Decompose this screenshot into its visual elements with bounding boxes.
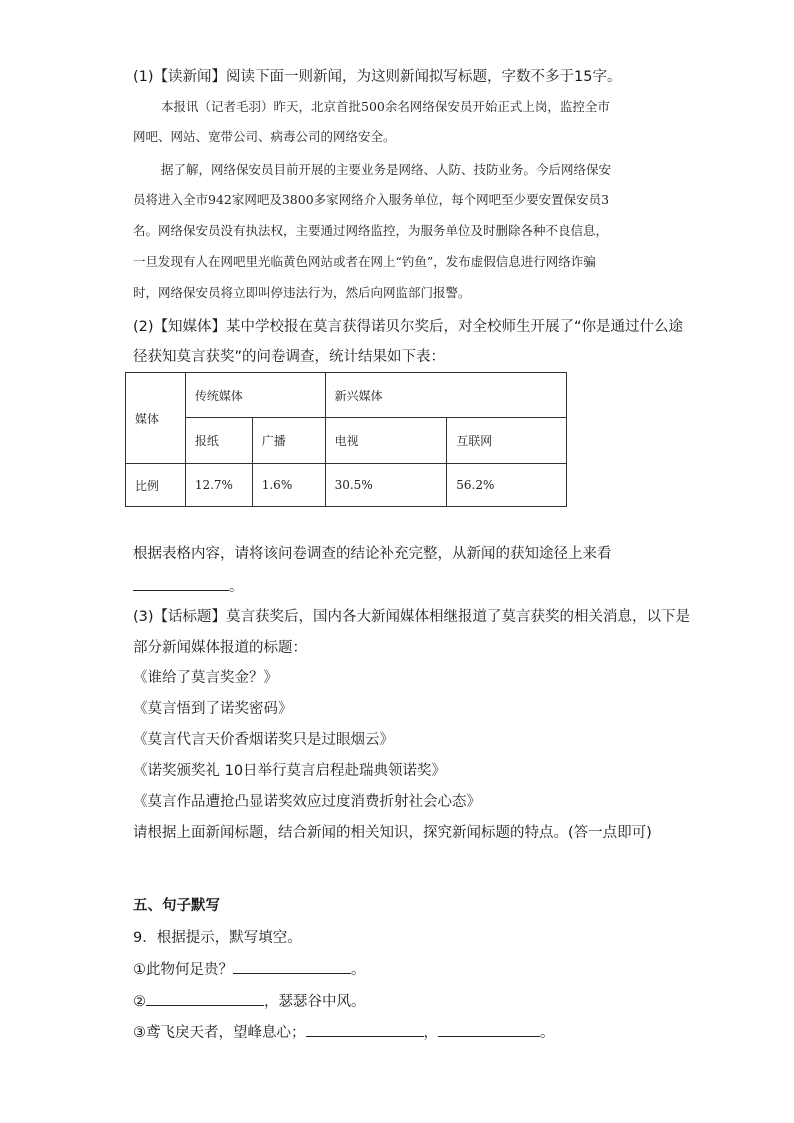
- recite-item-1: [133, 959, 366, 980]
- news-title-item: 《谁给了莫言奖金？》: [133, 670, 278, 686]
- q2-answer-line: [133, 576, 244, 597]
- q2-prompt-line-2: 径获知莫言获奖”的问卷调查，统计结果如下表：: [133, 349, 446, 365]
- news-line-7: 时，网络保安员将立即叫停违法行为，然后向网监部门报警。: [133, 285, 471, 300]
- news-line-5: 名。网络保安员没有执法权，主要通过网络监控，为服务单位及时删除各种不良信息，: [133, 223, 609, 238]
- survey-table: [125, 372, 567, 507]
- recite-item-1-end: 。: [351, 962, 366, 978]
- table-header-media: 媒体: [126, 373, 186, 464]
- news-line-3: 据了解，网络保安员目前开展的主要业务是网络、人防、技防业务。今后网络保安: [161, 162, 612, 177]
- table-group-new: 新兴媒体: [325, 373, 566, 418]
- answer-blank[interactable]: [438, 1022, 540, 1037]
- news-line-1: 本报讯（记者毛羽）昨天，北京首批500余名网络保安员开始正式上岗，监控全市: [161, 99, 610, 114]
- q9-prompt: 9．根据提示，默写填空。: [133, 930, 302, 946]
- table-cell: 56.2%: [447, 464, 567, 507]
- news-title-item: 《莫言作品遭抢凸显诺奖效应过度消费折射社会心态》: [133, 794, 481, 810]
- answer-blank[interactable]: [133, 576, 229, 591]
- table-cell: 1.6%: [252, 464, 325, 507]
- recite-item-3-end: 。: [540, 1025, 555, 1041]
- recite-item-2: [133, 991, 366, 1012]
- q2-prompt-line-1: (2)【知媒体】某中学校报在莫言获得诺贝尔奖后，对全校师生开展了“你是通过什么途: [133, 319, 684, 335]
- news-title-item: 《莫言代言天价香烟诺奖只是过眼烟云》: [133, 732, 394, 748]
- q2-instruction: 根据表格内容，请将该问卷调查的结论补充完整，从新闻的获知途径上来看: [133, 546, 612, 562]
- recite-item-3: [133, 1022, 555, 1043]
- q3-prompt-line-2: 部分新闻媒体报道的标题：: [133, 640, 307, 656]
- q2-blank-end: 。: [229, 579, 244, 595]
- news-title-item: 《诺奖颁奖礼 10日举行莫言启程赴瑞典领诺奖》: [133, 763, 447, 779]
- recite-item-2-marker: ②: [133, 994, 146, 1010]
- section-heading: 五、句子默写: [133, 898, 220, 914]
- table-group-traditional: 传统媒体: [185, 373, 325, 418]
- answer-blank[interactable]: [233, 959, 351, 974]
- news-title-item: 《莫言悟到了诺奖密码》: [133, 701, 293, 717]
- q1-prompt: (1)【读新闻】阅读下面一则新闻，为这则新闻拟写标题，字数不多于15字。: [133, 69, 622, 85]
- table-header-ratio: 比例: [126, 464, 186, 507]
- recite-item-3-sep: ，: [423, 1025, 438, 1041]
- table-cell: 12.7%: [185, 464, 252, 507]
- news-line-4: 员将进入全市942家网吧及3800多家网络介入服务单位，每个网吧至少要安置保安员3: [133, 192, 610, 207]
- table-sub-header: 电视: [325, 418, 447, 464]
- news-line-6: 一旦发现有人在网吧里光临黄色网站或者在网上“钓鱼”，发布虚假信息进行网络诈骗: [133, 254, 596, 269]
- recite-item-1-text: ①此物何足贵？: [133, 962, 233, 978]
- news-line-2: 网吧、网站、宽带公司、病毒公司的网络安全。: [133, 129, 396, 144]
- table-sub-header: 广播: [252, 418, 325, 464]
- q3-instruction: 请根据上面新闻标题，结合新闻的相关知识，探究新闻标题的特点。(答一点即可): [133, 825, 652, 841]
- q3-prompt-line-1: (3)【话标题】莫言获奖后，国内各大新闻媒体相继报道了莫言获奖的相关消息，以下是: [133, 609, 691, 625]
- table-cell: 30.5%: [325, 464, 447, 507]
- answer-blank[interactable]: [146, 991, 264, 1006]
- recite-item-3-text: ③鸢飞戾天者，望峰息心；: [133, 1025, 306, 1041]
- table-sub-header: 报纸: [185, 418, 252, 464]
- recite-item-2-text: ，瑟瑟谷中风。: [264, 994, 366, 1010]
- table-sub-header: 互联网: [447, 418, 567, 464]
- answer-blank[interactable]: [306, 1022, 424, 1037]
